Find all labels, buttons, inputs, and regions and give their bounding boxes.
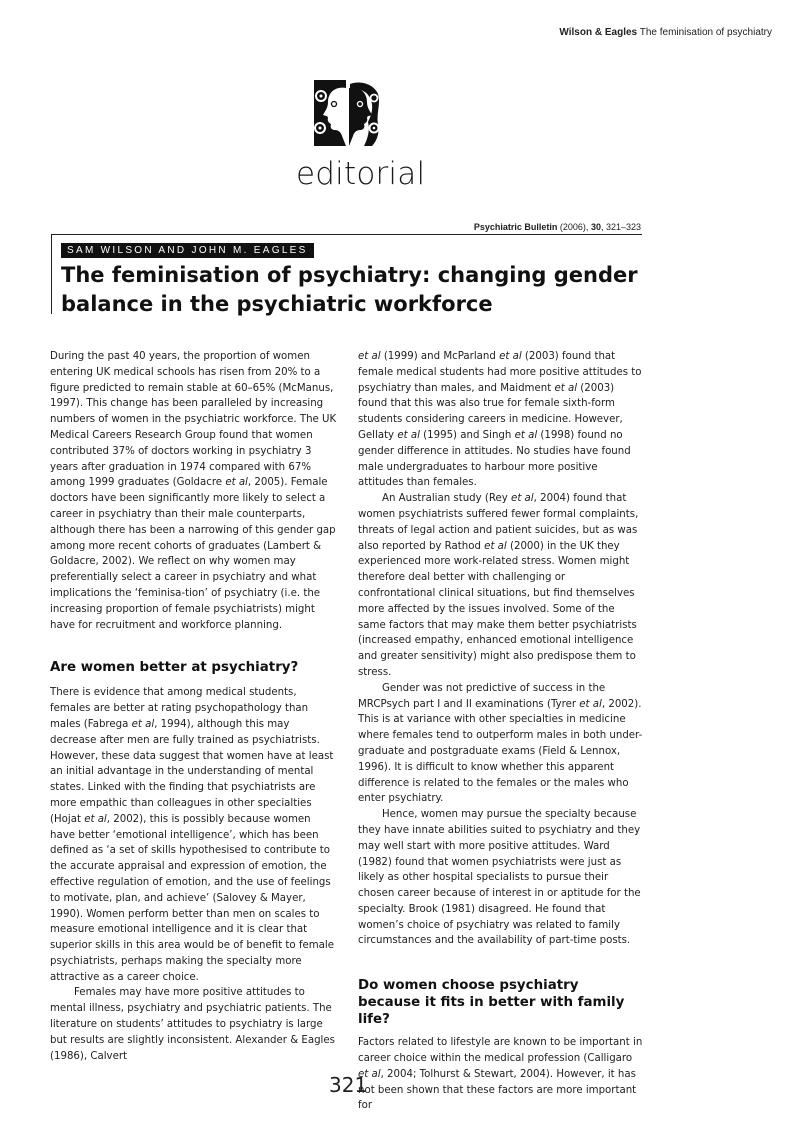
section-heading: Do women choose psychiatry because it fits in better with family life? bbox=[358, 978, 625, 1028]
text-run: (1998) found no gender difference in attitudes. No studies have found male undergraduates to harbour more positive attitudes than females. bbox=[358, 429, 631, 489]
text-run: During the past 40 years, the proportion of women entering UK medical schools has risen from 20% to a figure predicted to remain stable at 60–65% (McManus, 1997). This change has been paralleled by increasing numbers of women in the psychiatric workforce. The UK Medical Careers Research Group found that women contributed 37% of doctors working in psychiatry 3 years after graduation in 1974 compared with 67% among 1999 graduates (Goldacre bbox=[50, 351, 337, 489]
article-title: The feminisation of psychiatry: changing gender balance in the psychiatric workforce bbox=[61, 263, 638, 316]
text-run: Gender was not predictive of success in the MRCPsych part I and II examinations (Tyrer bbox=[358, 682, 606, 710]
journal-citation bbox=[474, 222, 641, 232]
paragraph bbox=[358, 807, 644, 949]
text-run: (2000) in the UK they experienced more work-related stress. Women might therefore deal better with challenging or confrontational clinical situations, but find themselves more affected by the issues involved. Some of the same factors that may make them better psychiatrists (increased empathy, enhanced emotional intelligence and greater sensitivity) might also predispose them to stress. bbox=[358, 540, 637, 678]
header-rule bbox=[51, 234, 642, 235]
running-head-authors: Wilson & Eagles bbox=[559, 27, 638, 38]
article-authors: SAM WILSON AND JOHN M. EAGLES bbox=[61, 243, 314, 258]
italic-run: et al bbox=[511, 493, 534, 505]
italic-run: et al bbox=[499, 351, 522, 362]
paragraph bbox=[358, 681, 644, 807]
section-heading: Are women better at psychiatry? bbox=[50, 660, 299, 676]
paragraph bbox=[50, 985, 338, 1064]
italic-run: et al bbox=[131, 718, 155, 730]
italic-run: et al bbox=[397, 429, 420, 441]
text-run: , 1994), although this may decrease after men are fully trained as psychiatrists. However, these data suggest that women have at least an initial advantage in the understanding of mental states. Linked with the finding that psychiatrists are more empathic than colleagues in other specialties (Hojat bbox=[50, 718, 334, 825]
page-number: 321 bbox=[329, 1073, 368, 1097]
citation-pages: , 321–323 bbox=[600, 222, 641, 232]
citation-year: (2006), bbox=[559, 222, 589, 232]
header-side-rule bbox=[51, 234, 52, 314]
text-run: An Australian study (Rey bbox=[382, 493, 512, 505]
running-head-title: The feminisation of psychiatry bbox=[639, 27, 772, 38]
italic-run: et al bbox=[514, 429, 538, 441]
paragraph bbox=[358, 349, 644, 491]
paragraph bbox=[358, 1035, 644, 1114]
italic-run: et al bbox=[358, 351, 381, 362]
section-label: editorial bbox=[296, 156, 426, 192]
text-run: Factors related to lifestyle are known to be important in career choice within the medical profession (Calligaro bbox=[358, 1037, 643, 1065]
journal-logo-icon bbox=[312, 80, 382, 146]
text-run: There is evidence that among medical students, females are better at rating psychopathology than males (Fabrega bbox=[50, 687, 309, 730]
italic-run: et al bbox=[579, 698, 602, 710]
text-run: (2003) found that female medical students had more positive attitudes to psychiatry than males, and Maidment bbox=[358, 351, 642, 394]
running-head bbox=[559, 27, 772, 38]
text-run: (1995) and Singh bbox=[419, 429, 515, 441]
italic-run: et al bbox=[358, 1068, 381, 1080]
citation-journal: Psychiatric Bulletin bbox=[473, 222, 558, 232]
paragraph bbox=[358, 491, 644, 681]
paragraph bbox=[50, 349, 338, 633]
citation-volume: 30 bbox=[590, 222, 601, 232]
text-run: Females may have more positive attitudes to mental illness, psychiatry and psychiatric patients. The literature on students’ attitudes to psychiatry is large but results are slightly inconsistent. Alexander & Eagles (1986), Calvert bbox=[50, 987, 335, 1062]
italic-run: et al bbox=[84, 813, 107, 825]
right-column bbox=[358, 349, 644, 1114]
text-run: Hence, women may pursue the specialty because they have innate abilities suited to psychiatry and they may well start with more positive attitudes. Ward (1982) found that women psychiatrists were just as likely as other hospital specialists to pursue their chosen career because of interest in or aptitude for the specialty. Brook (1981) disagreed. He found that women’s choice of psychiatry was related to family circumstances and the availability of part-time posts. bbox=[358, 809, 641, 947]
left-column bbox=[50, 349, 338, 1064]
text-run: , 2005). Female doctors have been significantly more likely to select a career in psychiatry than their male counterparts, although there has been a narrowing of this gender gap among more recent cohorts of graduates (Lambert & Goldacre, 2002). We reflect on why women may preferentially select a career in psychiatry and what implications the ‘feminisa-tion’ of psychiatry (i.e. the increasing proportion of female psychiatrists) might have for recruitment and workforce planning. bbox=[50, 477, 336, 631]
text-run: , 2004; Tolhurst & Stewart, 2004). However, it has not been shown that these factors are more important for bbox=[358, 1068, 637, 1112]
text-run: , 2002). This is at variance with other specialties in medicine where females tend to outperform males in both under-graduate and postgraduate exams (Field & Lennox, 1996). It is difficult to know whether this apparent difference is related to the females or the males who enter psychiatry. bbox=[358, 698, 643, 805]
text-run: (1999) and McParland bbox=[380, 351, 500, 362]
paragraph bbox=[50, 685, 338, 985]
text-run: , 2004) found that women psychiatrists suffered fewer formal complaints, threats of legal action and patient suicides, but as was also reported by Rathod bbox=[358, 493, 639, 552]
italic-run: et al bbox=[554, 382, 578, 394]
italic-run: et al bbox=[484, 540, 507, 552]
italic-run: et al bbox=[225, 477, 248, 489]
text-run: , 2002), this is possibly because women have better ‘emotional intelligence’, which has been defined as ‘a set of skills hypothesised to contribute to the accurate appraisal and expression of emotion, the effective regulation of emotion, and the use of feelings to motivate, plan, and achieve’ (Salovey & Mayer, 1990). Women perform better than men on scales to measure emotional intelligence and it is clear that superior skills in this area would be of benefit to female psychiatrists, perhaps making the specialty more attractive as a career choice. bbox=[50, 813, 335, 983]
text-run: (2003) found that this was also true for female sixth-form students considering careers in medicine. However, Gellaty bbox=[358, 382, 623, 441]
